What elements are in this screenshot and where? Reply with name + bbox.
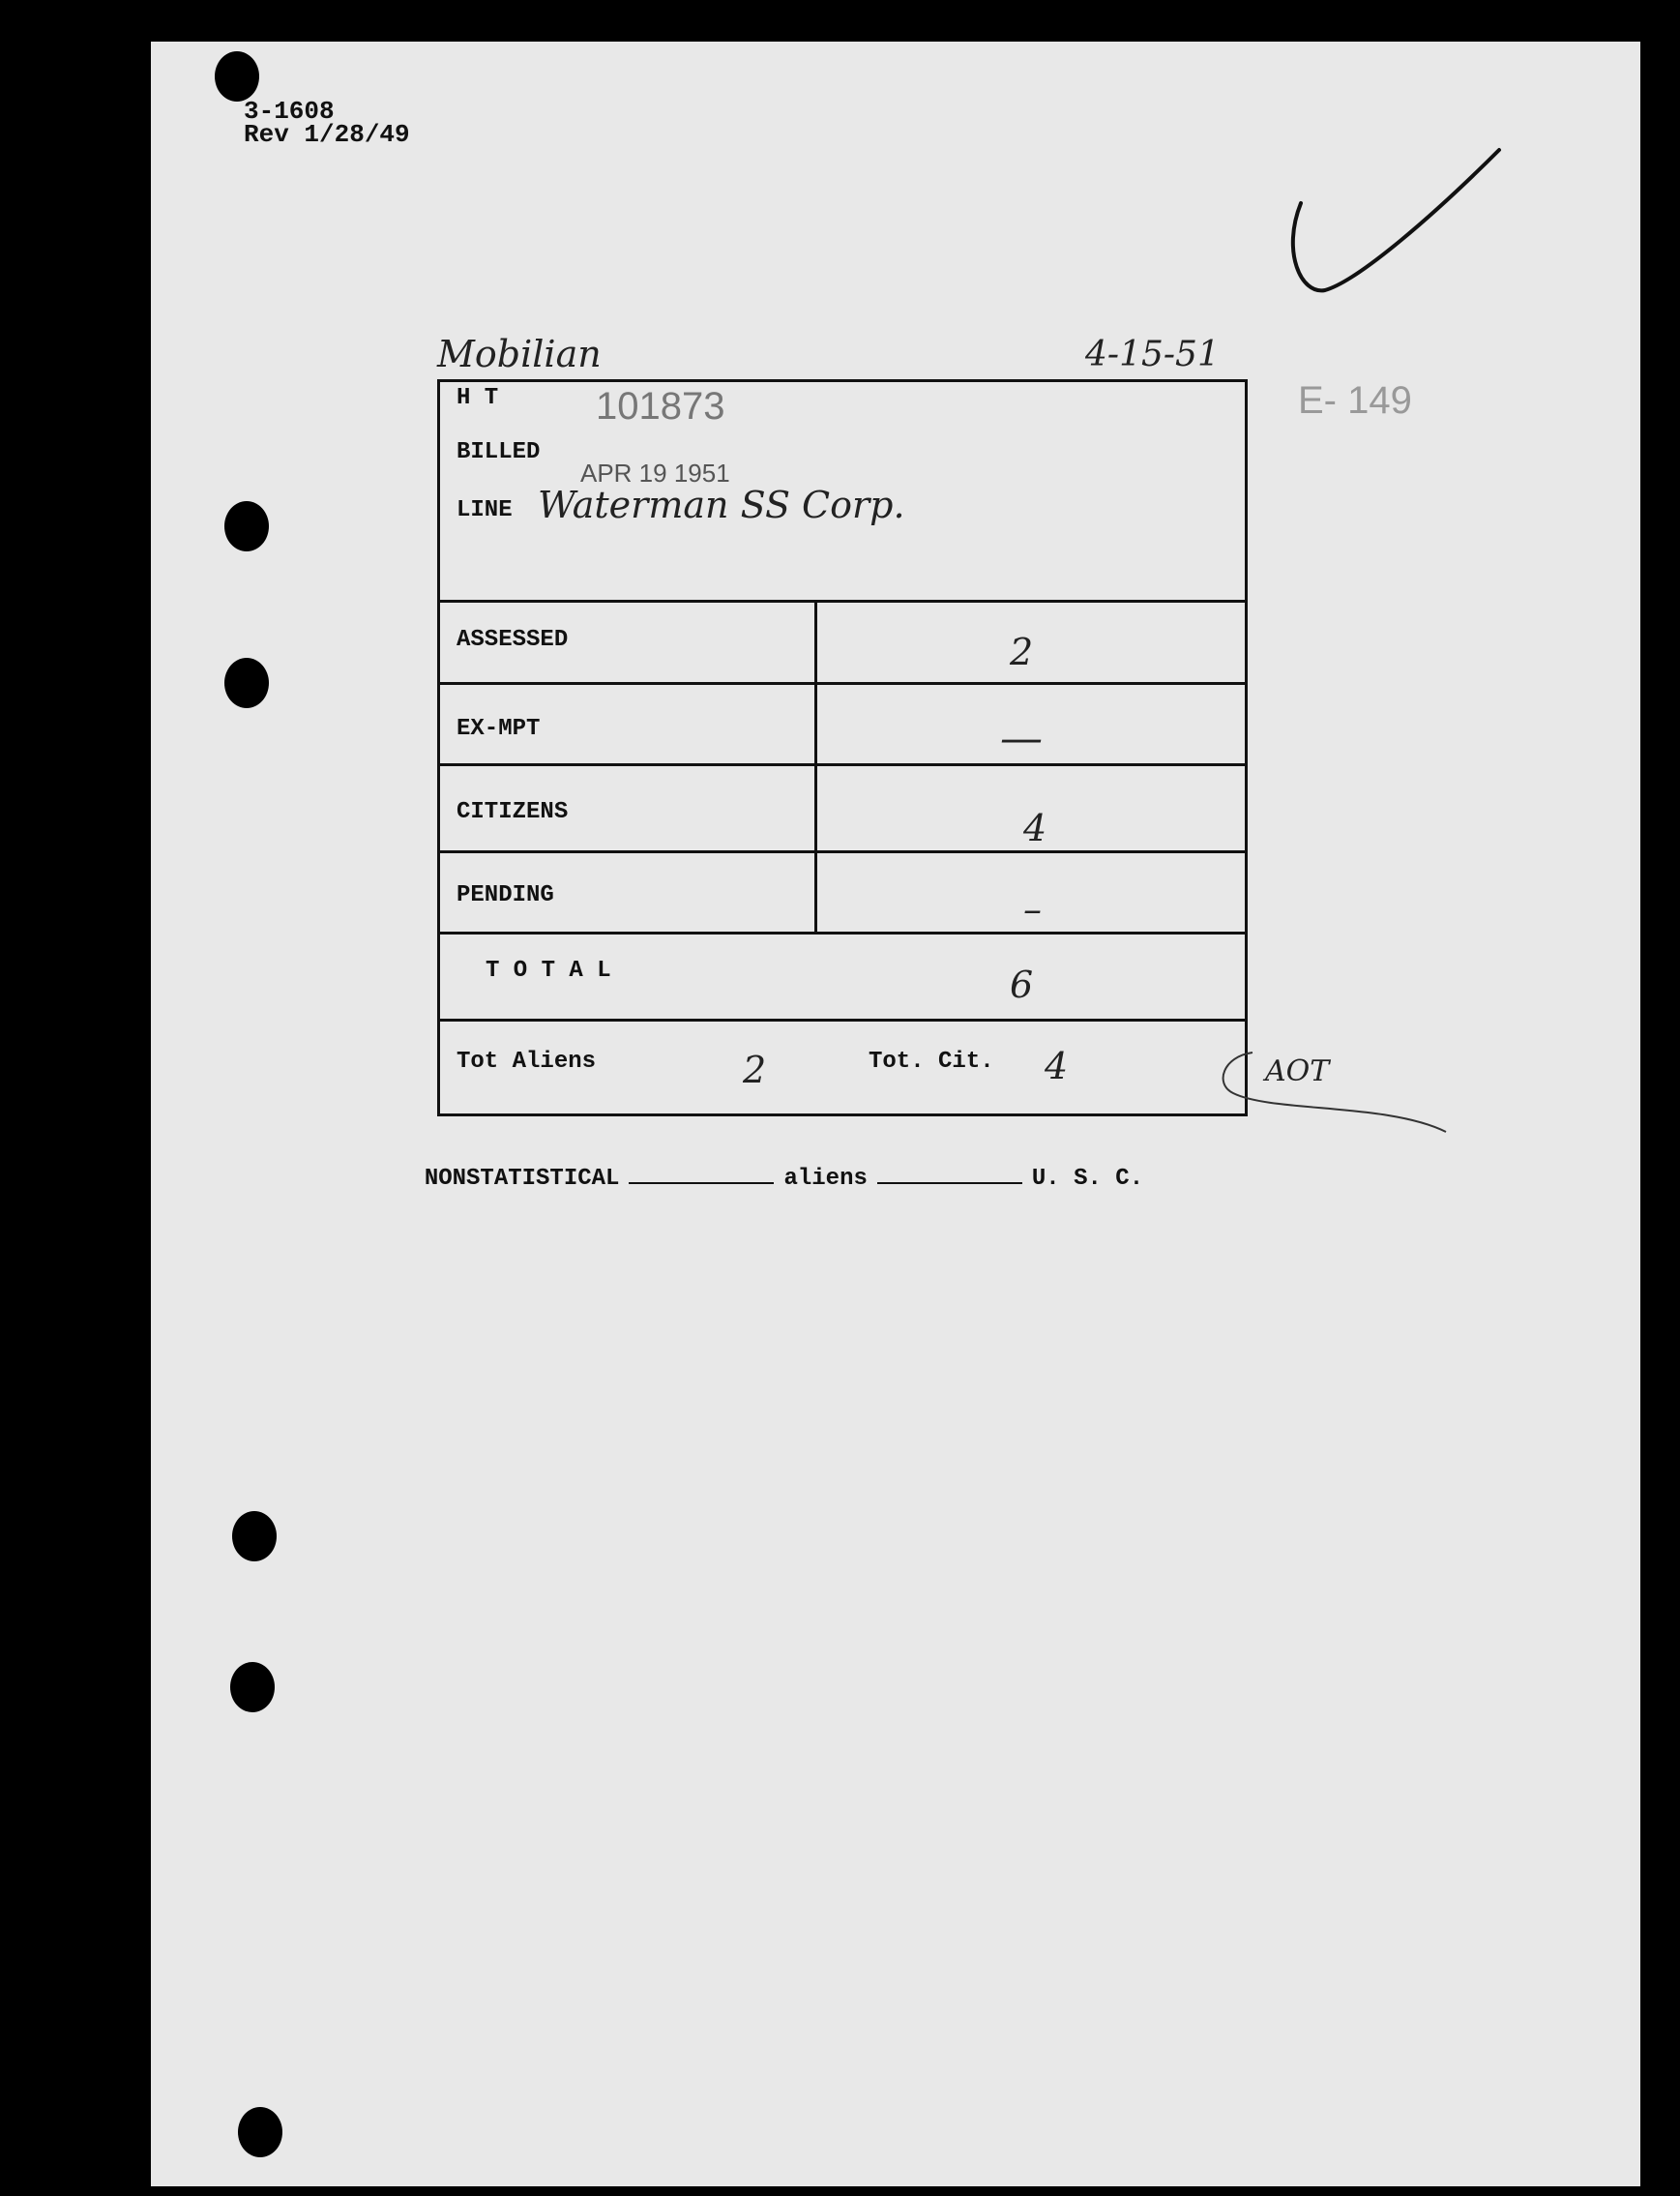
- ht-label: H T: [457, 385, 499, 411]
- total-value: 6: [1010, 964, 1034, 1006]
- date: 4-15-51: [1085, 335, 1220, 374]
- aliens-label: aliens: [783, 1166, 868, 1192]
- nonstatistical-line: [397, 1140, 1143, 1192]
- nonstatistical-blank: [629, 1182, 774, 1184]
- tot-cit-label: Tot. Cit.: [869, 1049, 994, 1075]
- punch-hole: [224, 501, 269, 551]
- checkmark-icon: [1282, 145, 1514, 310]
- tot-cit-value: 4: [1045, 1045, 1069, 1087]
- usc-label: U. S. C.: [1031, 1166, 1144, 1192]
- form-revision: Rev 1/28/49: [244, 120, 410, 149]
- ht-number: 101873: [596, 385, 725, 428]
- assessed-label: ASSESSED: [457, 627, 569, 653]
- punch-hole: [230, 1662, 275, 1712]
- assessed-value: 2: [1010, 631, 1034, 673]
- punch-hole: [224, 658, 269, 708]
- punch-hole: [215, 51, 259, 102]
- initials-loop: [1214, 1045, 1456, 1142]
- billed-date-stamp: APR 19 1951: [580, 459, 730, 488]
- form-code: 3-1608: [244, 97, 335, 126]
- initials: AOT: [1265, 1054, 1330, 1088]
- pending-label: PENDING: [457, 882, 554, 908]
- port-name: Mobilian: [437, 333, 602, 375]
- line-value: Waterman SS Corp.: [538, 484, 905, 526]
- punch-hole: [232, 1511, 277, 1561]
- exempt-value: —: [1000, 714, 1043, 763]
- total-label: T O T A L: [486, 958, 611, 984]
- stamp-number: E- 149: [1298, 379, 1412, 422]
- citizens-label: CITIZENS: [457, 799, 569, 825]
- pending-value: –: [1023, 888, 1042, 931]
- line-label: LINE: [457, 497, 513, 523]
- aliens-blank: [877, 1182, 1022, 1184]
- billed-label: BILLED: [457, 439, 541, 465]
- citizens-value: 4: [1023, 807, 1047, 849]
- punch-hole: [238, 2107, 282, 2157]
- exempt-label: EX-MPT: [457, 716, 541, 742]
- nonstatistical-label: NONSTATISTICAL: [424, 1166, 620, 1192]
- tot-aliens-value: 2: [743, 1049, 767, 1091]
- tot-aliens-label: Tot Aliens: [457, 1049, 597, 1075]
